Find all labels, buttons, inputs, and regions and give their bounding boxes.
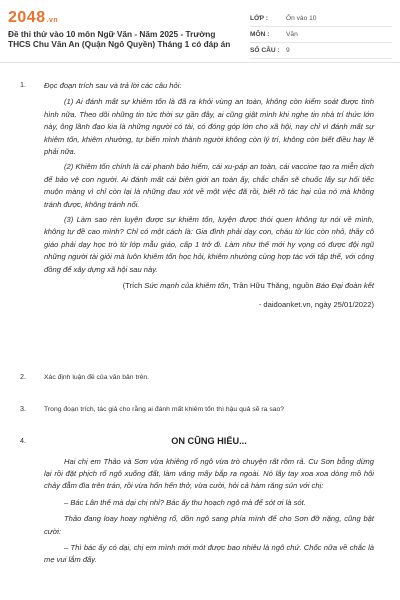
question-text: Xác định luận đề của văn bản trên. [44,374,150,381]
question-number: 2. [20,372,26,381]
passage-paragraph-3: (3) Làm sao rèn luyện được sự khiêm tốn, luyện được thói quen không tự nói về mình, không tự đề cao mình? Chỉ có một cách là: Gia đình phải dạy con, cháu từ lúc còn nhỏ, thầy cô giáo phải dạy học trò từ lớp mẫu giáo, cấp 1 trở đi. Làm như thế mới hy vọng có được đội ngũ những người tài giỏi mà luôn khiêm tốn học hỏi, khiêm nhường cùng hợp tác với tập thể, với cộng đồng để xây dựng xã hội sau này. [44,215,374,274]
passage-source-date: - daidoanket.vn, ngày 25/01/2022) [258,299,374,309]
story-paragraph-3: Thảo đang loay hoay nghiêng rổ, dồn ngô sang phía mình để cho Sơn đỡ nặng, cũng bật cười: [44,514,374,536]
info-row-subject [250,27,392,43]
question-number: 3. [20,404,26,413]
exam-title: Đề thi thử vào 10 môn Ngữ Văn - Năm 2025 - Trường THCS Chu Văn An (Quận Ngô Quyền) Tháng 1 có đáp án [8,29,231,49]
question-number: 1. [20,80,26,89]
passage-source [44,280,374,292]
passage-paragraph-2: (2) Khiêm tốn chính là cái phanh bảo hiểm, cái xu-páp an toàn, cái vaccine tạo ra miễn dịch để bảo vệ con người. Ai đánh mất cái biên giới an toàn ấy, chắc chắn sẽ chuốc lấy sự hối tiếc muộn màng vì chỉ còn lại là những đau xót về một việc đã rồi, biết rõ tác hại của nó mà không tránh được, không tránh nổi. [44,162,374,209]
exam-info-table [250,11,392,59]
info-key: SỐ CÂU : [250,47,280,54]
page-header [0,0,400,63]
passage-paragraph-1: (1) Ai đánh mất sự khiêm tốn là đã ra khỏi vùng an toàn, không còn kiểm soát được tình hình nữa. Theo dõi những tin tức thời sự gần đây, ai cũng giật mình khi nghe tin nhà trí thức lớn này, ông lãnh đạo kia là những người có tài, có đóng góp lớn cho xã hội, nay chỉ vì đánh mất sự khiêm tốn, khiêm nhường, tự biến mình thành người không còn lý trí, không còn biết điều hay lẽ phải nữa. [44,97,374,157]
info-value: Ôn vào 10 [286,15,317,22]
info-value: Văn [286,31,298,38]
info-row-class [250,11,392,27]
logo-text: 2048 [8,9,46,26]
question-body [44,436,374,567]
site-logo[interactable] [8,9,58,27]
source-author: , Trần Hữu Thăng, nguồn [228,281,316,291]
info-key: LỚP : [250,15,268,22]
info-row-count [250,43,392,59]
question-body [44,80,374,311]
story-paragraph-4: – Thì bác ấy có dại, chị em mình mới mót được bao nhiêu là ngô chứ. Chốc nữa về chắc là mẹ vui lắm đấy. [44,542,374,565]
story-paragraph-1: Hai chị em Thảo và Sơn vừa khiêng rổ ngô vừa trò chuyện rất rôm rả. Cu Sơn bỗng dừng lại rồi đặt phịch rổ ngô xuống đất, làm văng mấy bắp ra ngoài. Nó lấy tay xoa xoa dòng mồ hôi chảy đẫm đìa trên trán, rồi vừa hổn hển thở, vừa cười, hỏi cả hàm răng sún với chị: [44,456,374,491]
source-title: Sức mạnh của khiêm tốn [144,281,229,291]
question-text: Trong đoạn trích, tác giả cho rằng ai đánh mất khiêm tốn thì hậu quả sẽ ra sao? [44,406,285,413]
question-prompt: Đọc đoạn trích sau và trả lời các câu hỏi: [44,81,182,90]
logo-suffix: .vn [46,17,59,24]
info-value: 9 [286,47,290,54]
question-number: 4. [20,436,26,445]
info-key: MÔN : [250,31,270,38]
story-paragraph-2: – Bác Lân thế mà dại chị nhỉ? Bác ấy thu hoạch ngô mà để sót ơi là sót. [64,497,306,507]
source-prefix: (Trích [122,281,145,291]
story-title: ON CŨNG HIỂU... [171,436,247,446]
source-newspaper: Báo Đại đoàn kết [315,281,374,291]
